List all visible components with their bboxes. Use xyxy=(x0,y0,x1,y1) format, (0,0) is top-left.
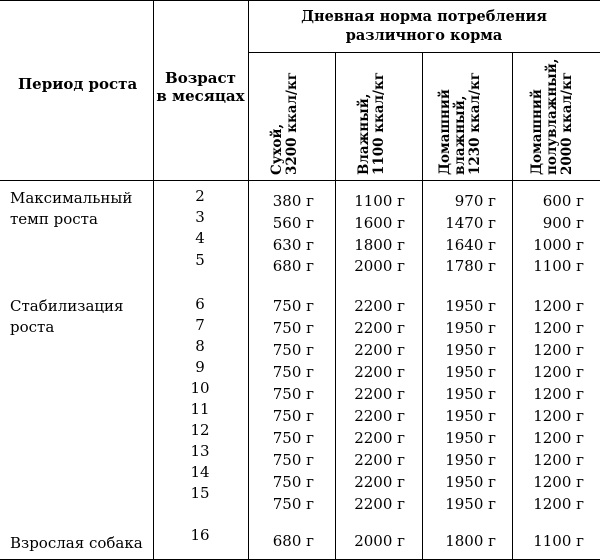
home-semi-feed-cell: 1200 г xyxy=(533,473,584,491)
dry-feed-cell: 750 г xyxy=(272,451,314,469)
feed-header-wet-line1: Влажный, xyxy=(356,93,372,175)
dry-feed-cell: 750 г xyxy=(272,473,314,491)
feed-header-home-semi-line1: Домашний xyxy=(529,89,545,175)
feed-header-home-wet xyxy=(438,72,483,175)
wet-feed-cell: 2000 г xyxy=(354,532,405,550)
table-top-border xyxy=(0,0,600,1)
wet-feed-cell: 2200 г xyxy=(354,429,405,447)
home-semi-feed-cell: 1200 г xyxy=(533,297,584,315)
home-wet-feed-cell: 1950 г xyxy=(445,495,496,513)
home-wet-feed-cell: 970 г xyxy=(454,192,496,210)
wet-feed-cell: 2200 г xyxy=(354,385,405,403)
dry-feed-cell: 750 г xyxy=(272,495,314,513)
age-header-line2: в месяцах xyxy=(156,87,245,105)
age-cell: 2 xyxy=(195,187,205,205)
dry-feed-cell: 750 г xyxy=(272,319,314,337)
dry-feed-cell: 560 г xyxy=(272,214,314,232)
dry-feed-cell: 680 г xyxy=(272,257,314,275)
feed-header-dry xyxy=(270,72,300,175)
age-cell: 12 xyxy=(190,421,210,439)
age-cell: 9 xyxy=(195,358,205,376)
age-cell: 10 xyxy=(190,379,210,397)
period-label-max-growth-line2: темп роста xyxy=(10,210,98,228)
home-semi-feed-cell: 1200 г xyxy=(533,451,584,469)
period-label-stabilization-line2: роста xyxy=(10,318,55,336)
home-semi-feed-cell: 1200 г xyxy=(533,495,584,513)
home-wet-feed-cell: 1470 г xyxy=(445,214,496,232)
home-wet-feed-cell: 1780 г xyxy=(445,257,496,275)
wet-feed-cell: 2200 г xyxy=(354,495,405,513)
home-semi-feed-cell: 900 г xyxy=(542,214,584,232)
home-semi-feed-cell: 1100 г xyxy=(533,532,584,550)
home-wet-feed-cell: 1950 г xyxy=(445,385,496,403)
feed-header-home-wet-line2: влажный, xyxy=(452,95,468,175)
age-cell: 14 xyxy=(190,463,210,481)
age-cell: 16 xyxy=(190,526,210,544)
dry-feed-cell: 750 г xyxy=(272,297,314,315)
age-cell: 13 xyxy=(190,442,210,460)
age-header-line1: Возраст xyxy=(165,69,236,87)
home-wet-feed-cell: 1950 г xyxy=(445,341,496,359)
wet-feed-cell: 2200 г xyxy=(354,319,405,337)
feed-header-home-semi-line3: 2000 ккал/кг xyxy=(559,72,575,175)
home-wet-feed-cell: 1950 г xyxy=(445,407,496,425)
period-label-stabilization-line1: Стабилизация xyxy=(10,297,124,315)
dry-feed-cell: 750 г xyxy=(272,429,314,447)
home-wet-feed-cell: 1640 г xyxy=(445,236,496,254)
wet-feed-cell: 2200 г xyxy=(354,451,405,469)
dry-feed-cell: 380 г xyxy=(272,192,314,210)
home-wet-feed-cell: 1950 г xyxy=(445,319,496,337)
home-semi-feed-cell: 1200 г xyxy=(533,385,584,403)
home-semi-feed-cell: 600 г xyxy=(542,192,584,210)
dry-feed-cell: 750 г xyxy=(272,363,314,381)
age-cell: 11 xyxy=(190,400,210,418)
feed-header-home-wet-line3: 1230 ккал/кг xyxy=(467,72,483,175)
home-semi-feed-cell: 1100 г xyxy=(533,257,584,275)
norm-header-line1: Дневная норма потребления xyxy=(301,8,547,25)
home-semi-feed-cell: 1200 г xyxy=(533,363,584,381)
age-cell: 5 xyxy=(195,251,205,269)
dry-feed-cell: 750 г xyxy=(272,407,314,425)
norm-header-line2: различного корма xyxy=(345,27,503,44)
wet-feed-cell: 2200 г xyxy=(354,363,405,381)
home-wet-feed-cell: 1950 г xyxy=(445,429,496,447)
age-cell: 4 xyxy=(195,229,205,247)
wet-feed-cell: 2000 г xyxy=(354,257,405,275)
home-wet-feed-cell: 1950 г xyxy=(445,297,496,315)
period-label-max-growth-line1: Максимальный xyxy=(10,189,133,207)
home-wet-feed-cell: 1950 г xyxy=(445,451,496,469)
wet-feed-cell: 2200 г xyxy=(354,297,405,315)
home-wet-feed-cell: 1800 г xyxy=(445,532,496,550)
feed-header-wet-line2: 1100 ккал/кг xyxy=(371,72,387,175)
feed-header-dry-line2: 3200 ккал/кг xyxy=(284,72,300,175)
wet-feed-cell: 1800 г xyxy=(354,236,405,254)
period-header: Период роста xyxy=(18,75,138,93)
age-cell: 15 xyxy=(190,484,210,502)
period-label-adult-line1: Взрослая собака xyxy=(10,534,143,552)
feed-header-home-wet-line1: Домашний xyxy=(437,89,453,175)
home-semi-feed-cell: 1200 г xyxy=(533,341,584,359)
home-semi-feed-cell: 1200 г xyxy=(533,407,584,425)
dry-feed-cell: 630 г xyxy=(272,236,314,254)
home-semi-feed-cell: 1000 г xyxy=(533,236,584,254)
dry-feed-cell: 750 г xyxy=(272,385,314,403)
age-cell: 6 xyxy=(195,295,205,313)
wet-feed-cell: 2200 г xyxy=(354,473,405,491)
header-bottom-border xyxy=(0,180,600,181)
feed-header-home-semi xyxy=(530,59,575,175)
home-semi-feed-cell: 1200 г xyxy=(533,319,584,337)
age-cell: 3 xyxy=(195,208,205,226)
home-semi-feed-cell: 1200 г xyxy=(533,429,584,447)
feed-header-home-semi-line2: полувлажный, xyxy=(544,58,560,175)
norm-header-divider xyxy=(248,52,600,53)
age-cell: 8 xyxy=(195,337,205,355)
home-wet-feed-cell: 1950 г xyxy=(445,473,496,491)
dry-feed-cell: 680 г xyxy=(272,532,314,550)
feed-header-wet xyxy=(357,72,387,175)
wet-feed-cell: 1600 г xyxy=(354,214,405,232)
home-wet-feed-cell: 1950 г xyxy=(445,363,496,381)
wet-feed-cell: 1100 г xyxy=(354,192,405,210)
wet-feed-cell: 2200 г xyxy=(354,407,405,425)
dry-feed-cell: 750 г xyxy=(272,341,314,359)
feed-header-dry-line1: Сухой, xyxy=(269,123,285,175)
wet-feed-cell: 2200 г xyxy=(354,341,405,359)
age-cell: 7 xyxy=(195,316,205,334)
